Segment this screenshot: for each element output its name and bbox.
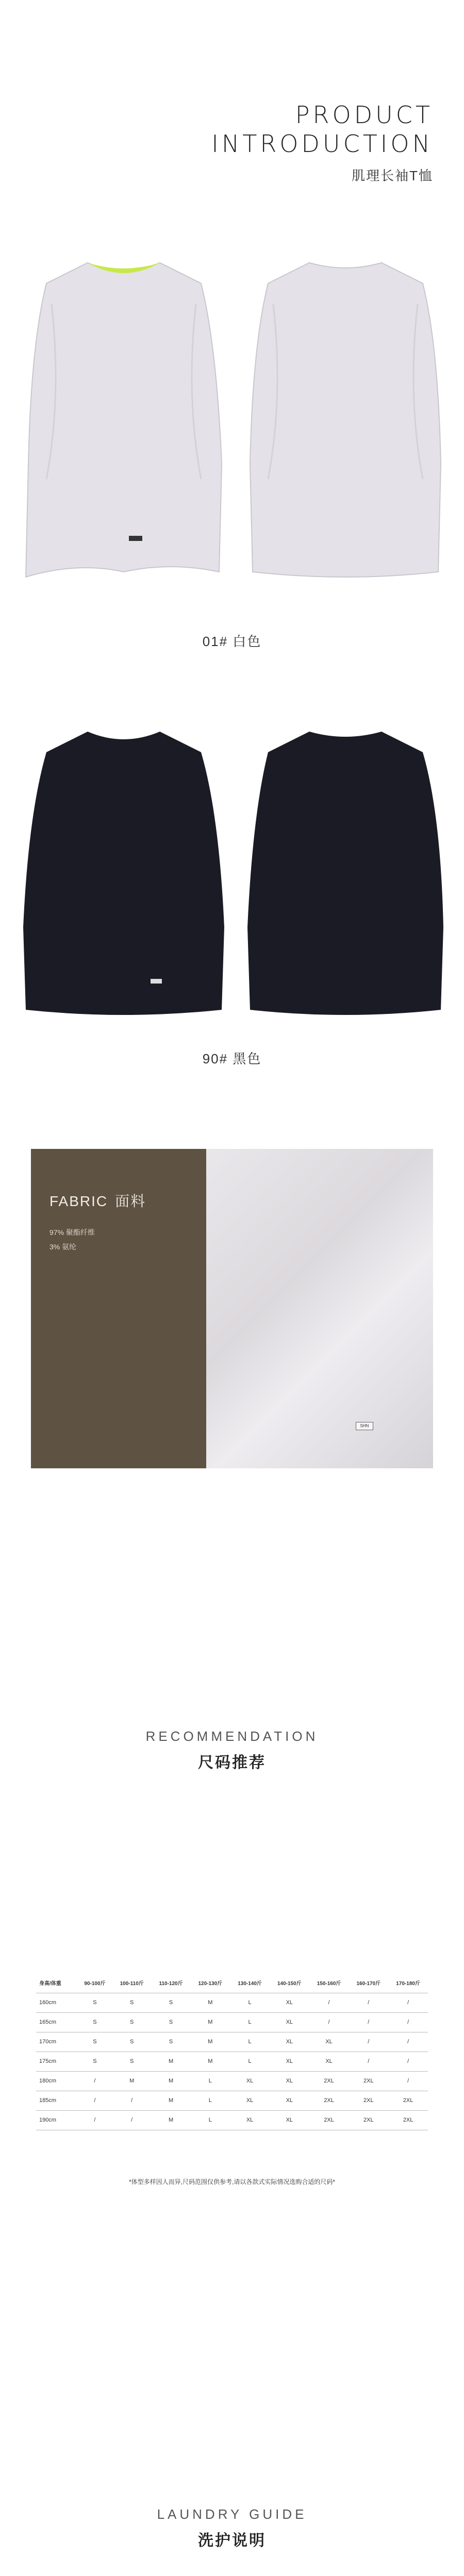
recommendation-title-en: RECOMMENDATION <box>145 1728 319 1744</box>
height-cell: 190cm <box>36 2110 77 2130</box>
size-cell: / <box>349 2052 388 2071</box>
white-color-caption: 01# 白色 <box>202 634 262 649</box>
recommendation-title-cn: 尺码推荐 <box>198 1754 266 1771</box>
product-name: 肌理长袖T恤 <box>352 168 433 183</box>
fabric-title-cn: 面料 <box>115 1193 146 1209</box>
size-cell: 2XL <box>349 2091 388 2110</box>
size-header-cell: 160-170斤 <box>349 1973 388 1993</box>
size-cell: S <box>152 1993 191 2012</box>
size-cell: M <box>112 2071 152 2091</box>
size-cell: M <box>190 1993 230 2012</box>
height-cell: 180cm <box>36 2071 77 2091</box>
size-cell: L <box>230 2052 270 2071</box>
size-cell: XL <box>309 2052 349 2071</box>
size-cell: XL <box>230 2071 270 2091</box>
size-cell: M <box>152 2071 191 2091</box>
size-cell: XL <box>270 2052 309 2071</box>
size-cell: / <box>309 1993 349 2012</box>
fabric-composition <box>49 1225 191 1254</box>
size-cell: / <box>309 2012 349 2032</box>
size-cell: XL <box>309 2032 349 2052</box>
size-table-body <box>36 1993 428 2130</box>
size-cell: L <box>230 2032 270 2052</box>
height-cell: 170cm <box>36 2032 77 2052</box>
size-table-header-row <box>36 1973 428 1993</box>
size-header-cell: 130-140斤 <box>230 1973 270 1993</box>
size-cell: / <box>388 2012 428 2032</box>
size-cell: XL <box>230 2110 270 2130</box>
size-header-cell: 100-110斤 <box>112 1973 152 1993</box>
size-chart-table <box>36 1973 428 2130</box>
size-cell: / <box>112 2091 152 2110</box>
size-table-row <box>36 2091 428 2110</box>
size-header-cell: 身高/体重 <box>36 1973 77 1993</box>
size-cell: 2XL <box>388 2091 428 2110</box>
size-header-cell: 110-120斤 <box>152 1973 191 1993</box>
page-header <box>211 100 433 184</box>
size-table-row <box>36 2110 428 2130</box>
black-tee-front-image <box>15 721 232 1030</box>
composition-item: 3% 氨纶 <box>49 1243 77 1251</box>
white-tee-front-image <box>15 242 232 613</box>
size-cell: / <box>349 2012 388 2032</box>
size-cell: 2XL <box>349 2110 388 2130</box>
size-table-row <box>36 1993 428 2012</box>
size-cell: 2XL <box>349 2071 388 2091</box>
size-cell: L <box>230 2012 270 2032</box>
size-cell: / <box>77 2110 112 2130</box>
swatch-label-tag: SHN <box>356 1422 373 1430</box>
black-color-caption: 90# 黑色 <box>202 1051 262 1066</box>
size-cell: L <box>230 1993 270 2012</box>
size-header-cell: 120-130斤 <box>190 1973 230 1993</box>
composition-item: 97% 聚酯纤维 <box>49 1228 95 1236</box>
size-cell: / <box>388 1993 428 2012</box>
size-header-cell: 90-100斤 <box>77 1973 112 1993</box>
size-cell: / <box>349 2032 388 2052</box>
size-cell: S <box>112 2032 152 2052</box>
size-cell: / <box>388 2071 428 2091</box>
white-tee-back-image <box>242 242 449 613</box>
title-line2: INTRODUCTION <box>211 130 433 158</box>
size-cell: S <box>77 1993 112 2012</box>
size-cell: M <box>152 2110 191 2130</box>
size-cell: L <box>190 2110 230 2130</box>
size-cell: S <box>112 1993 152 2012</box>
black-tee-back-image <box>242 721 449 1030</box>
size-note: *体型多样因人而异,尺码范围仅供参考,请以各款式实际情况选购合适的尺码* <box>128 2178 335 2185</box>
size-cell: L <box>190 2071 230 2091</box>
size-table-row <box>36 2032 428 2052</box>
size-cell: 2XL <box>309 2071 349 2091</box>
size-table-row <box>36 2012 428 2032</box>
size-cell: S <box>77 2012 112 2032</box>
size-cell: / <box>388 2032 428 2052</box>
size-header-cell: 150-160斤 <box>309 1973 349 1993</box>
laundry-title-en: LAUNDRY GUIDE <box>157 2506 307 2522</box>
size-cell: S <box>112 2052 152 2071</box>
size-cell: XL <box>270 2091 309 2110</box>
size-cell: / <box>77 2071 112 2091</box>
fabric-title-en: FABRIC <box>49 1193 108 1209</box>
size-cell: S <box>152 2012 191 2032</box>
title-line1: PRODUCT <box>295 101 433 129</box>
size-cell: M <box>152 2091 191 2110</box>
size-cell: L <box>190 2091 230 2110</box>
size-cell: 2XL <box>309 2110 349 2130</box>
fabric-title <box>49 1190 191 1211</box>
fabric-info-panel <box>31 1149 206 1468</box>
size-cell: XL <box>270 2071 309 2091</box>
size-table-row <box>36 2071 428 2091</box>
laundry-title-cn: 洗护说明 <box>198 2532 266 2549</box>
size-cell: M <box>190 2012 230 2032</box>
size-cell: / <box>112 2110 152 2130</box>
size-cell: S <box>77 2032 112 2052</box>
fabric-swatch-image <box>206 1149 433 1468</box>
size-header-cell: 140-150斤 <box>270 1973 309 1993</box>
height-cell: 160cm <box>36 1993 77 2012</box>
size-cell: / <box>388 2052 428 2071</box>
height-cell: 175cm <box>36 2052 77 2071</box>
laundry-heading <box>0 2506 464 2550</box>
size-cell: XL <box>270 2012 309 2032</box>
size-cell: M <box>190 2052 230 2071</box>
fabric-section <box>31 1149 433 1468</box>
size-cell: S <box>77 2052 112 2071</box>
size-cell: 2XL <box>309 2091 349 2110</box>
size-cell: S <box>112 2012 152 2032</box>
size-cell: S <box>152 2032 191 2052</box>
size-table-row <box>36 2052 428 2071</box>
size-cell: 2XL <box>388 2110 428 2130</box>
size-cell: XL <box>270 2110 309 2130</box>
size-cell: XL <box>230 2091 270 2110</box>
size-cell: / <box>77 2091 112 2110</box>
height-cell: 165cm <box>36 2012 77 2032</box>
size-cell: M <box>190 2032 230 2052</box>
size-header-cell: 170-180斤 <box>388 1973 428 1993</box>
height-cell: 185cm <box>36 2091 77 2110</box>
size-cell: / <box>349 1993 388 2012</box>
recommendation-heading <box>0 1728 464 1772</box>
size-cell: XL <box>270 2032 309 2052</box>
size-cell: M <box>152 2052 191 2071</box>
size-cell: XL <box>270 1993 309 2012</box>
